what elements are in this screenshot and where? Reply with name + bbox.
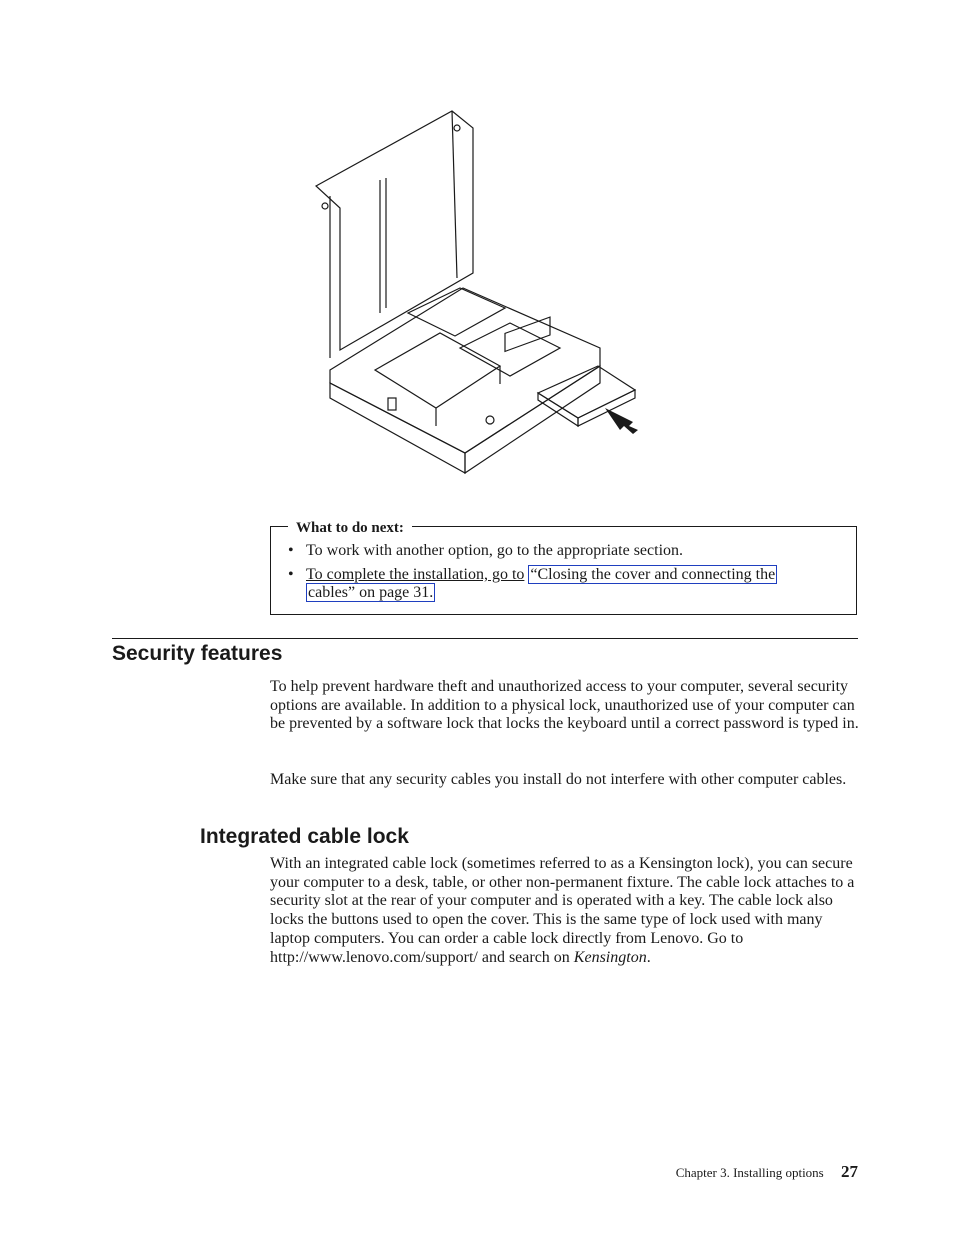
integrated-cable-lock-heading: Integrated cable lock	[200, 825, 409, 848]
security-paragraph-1: To help prevent hardware theft and unauthorized access to your computer, several security options are available. In addition to a physical lock, unauthorized use of your computer can be prevented by a software lock that locks the keyboard until a correct password is typed in.	[270, 678, 859, 733]
kensington-emphasis: Kensington	[573, 948, 647, 966]
security-features-heading: Security features	[112, 642, 283, 665]
closing-cover-link-line2: cables” on page 31.	[308, 584, 434, 601]
security-paragraph-2: Make sure that any security cables you install do not interfere with other computer cables.	[270, 771, 847, 788]
list-item	[288, 542, 848, 560]
cable-lock-period: .	[646, 948, 651, 966]
cable-lock-paragraph	[270, 855, 860, 967]
bullet-glyph: •	[288, 566, 294, 583]
what-to-do-next-title: What to do next:	[288, 520, 412, 537]
computer-open-cover-drawing	[300, 108, 645, 478]
chapter-title: Chapter 3. Installing options	[675, 1165, 824, 1180]
page-footer	[676, 1162, 858, 1182]
section-divider	[112, 638, 858, 639]
next-item-text: To complete the installation, go to	[306, 566, 525, 583]
closing-cover-link-continued[interactable]	[306, 583, 435, 602]
next-item-text: To work with another option, go to the appropriate section.	[306, 542, 684, 559]
what-to-do-next-list	[288, 542, 848, 608]
page-number: 27	[841, 1162, 858, 1181]
closing-cover-link-line1: “Closing the cover and connecting the	[530, 566, 776, 583]
cable-lock-text: With an integrated cable lock (sometimes referred to as a Kensington lock), you can secure your computer to a desk, table, or other non-permanent fixture. The cable lock attaches to a security slot at the rear of your computer and is operated with a key. The cable lock also locks the buttons used to open the cover. This is the same type of lock used with many laptop computers. You can order a cable lock directly from Lenovo. Go to http://www.lenovo.com/support/ and search on	[270, 855, 855, 966]
closing-cover-link[interactable]	[528, 565, 777, 584]
bullet-glyph: •	[288, 542, 294, 559]
list-item	[288, 566, 848, 602]
computer-illustration	[300, 108, 645, 478]
